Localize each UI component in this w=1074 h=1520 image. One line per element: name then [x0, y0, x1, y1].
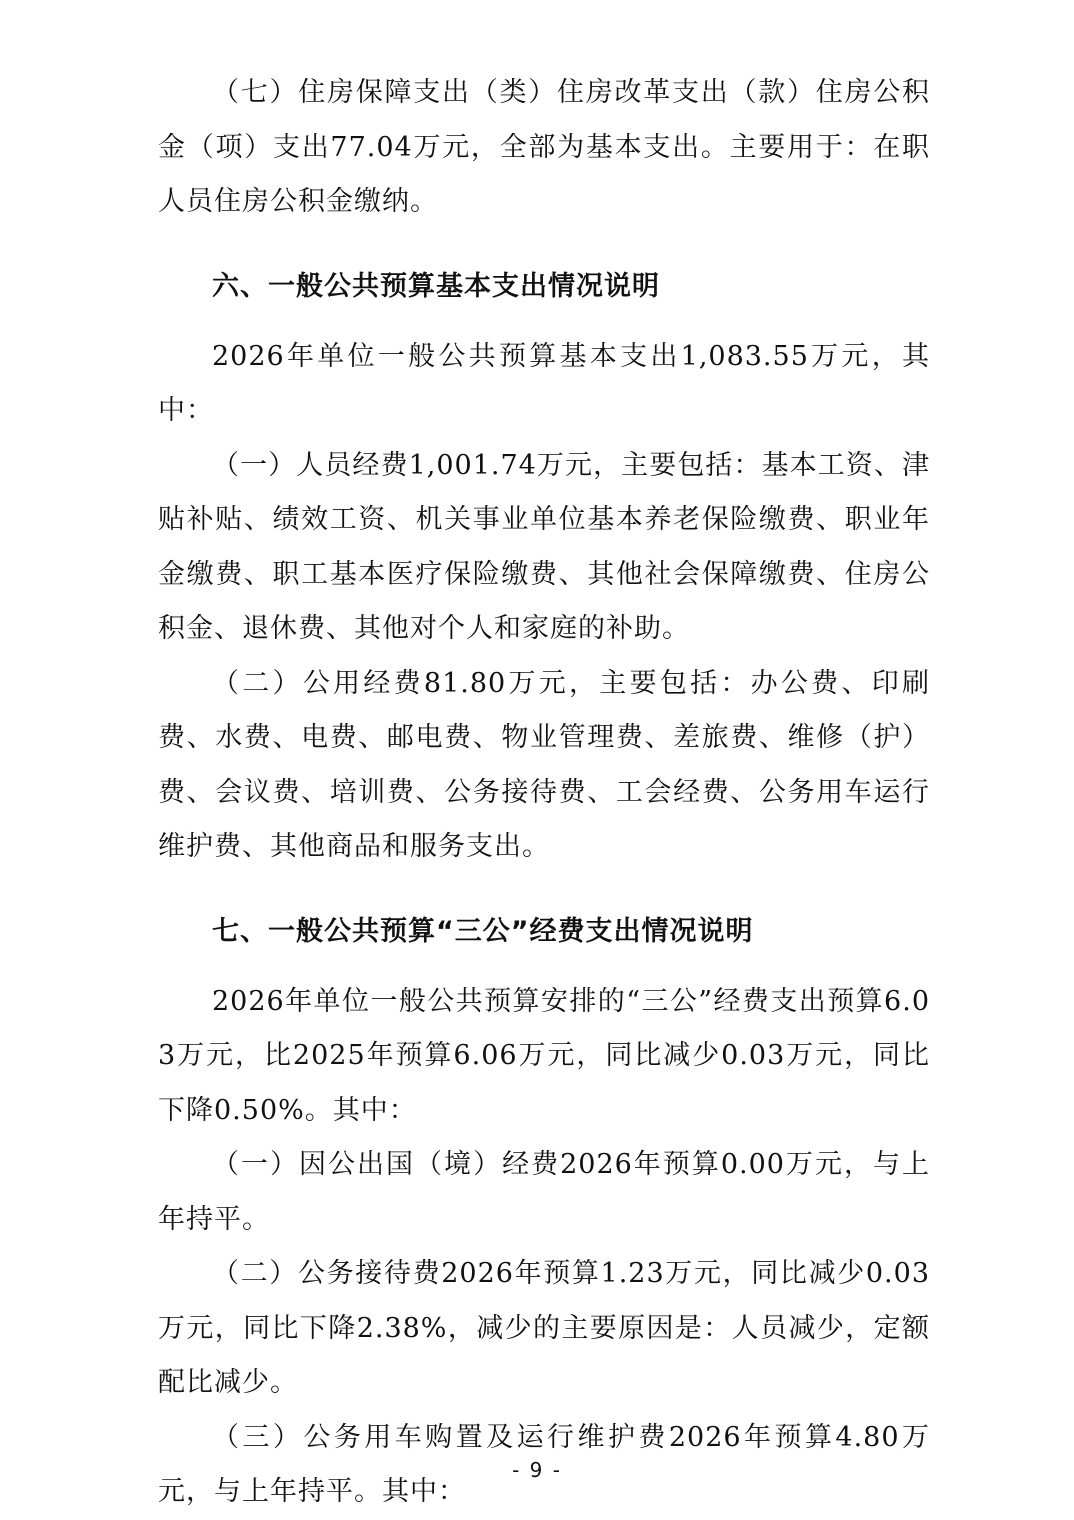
paragraph-three-public-total: 2026年单位一般公共预算安排的“三公”经费支出预算6.03万元，比2025年预算6.06万元，同比减少0.03万元，同比下降0.50%。其中：: [158, 985, 930, 1126]
paragraph-overseas-travel: （一）因公出国（境）经费2026年预算0.00万元，与上年持平。: [158, 1149, 930, 1235]
paragraph-official-reception: （二）公务接待费2026年预算1.23万元，同比减少0.03万元，同比下降2.38%，减少的主要原因是：人员减少，定额配比减少。: [158, 1258, 930, 1398]
page-number: - 9 -: [512, 1458, 562, 1482]
section-heading-six: 六、一般公共预算基本支出情况说明: [212, 270, 660, 302]
document-body: [158, 66, 930, 1520]
section-heading-seven: 七、一般公共预算“三公”经费支出情况说明: [212, 915, 754, 947]
paragraph-personnel-expenses: （一）人员经费1,001.74万元，主要包括：基本工资、津贴补贴、绩效工资、机关事业单位基本养老保险缴费、职业年金缴费、职工基本医疗保险缴费、其他社会保障缴费、住房公积金、退休费、其他对个人和家庭的补助。: [158, 449, 930, 644]
paragraph-official-vehicles: （三）公务用车购置及运行维护费2026年预算4.80万元，与上年持平。其中：: [158, 1421, 930, 1507]
paragraph-public-expenses: （二）公用经费81.80万元，主要包括：办公费、印刷费、水费、电费、邮电费、物业管理费、差旅费、维修（护）费、会议费、培训费、公务接待费、工会经费、公务用车运行维护费、其他商品和服务支出。: [158, 667, 930, 862]
paragraph-basic-expenditure-total: 2026年单位一般公共预算基本支出1,083.55万元，其中：: [158, 340, 930, 426]
paragraph-housing-provident-fund: （七）住房保障支出（类）住房改革支出（款）住房公积金（项）支出77.04万元，全部为基本支出。主要用于：在职人员住房公积金缴纳。: [158, 77, 930, 217]
